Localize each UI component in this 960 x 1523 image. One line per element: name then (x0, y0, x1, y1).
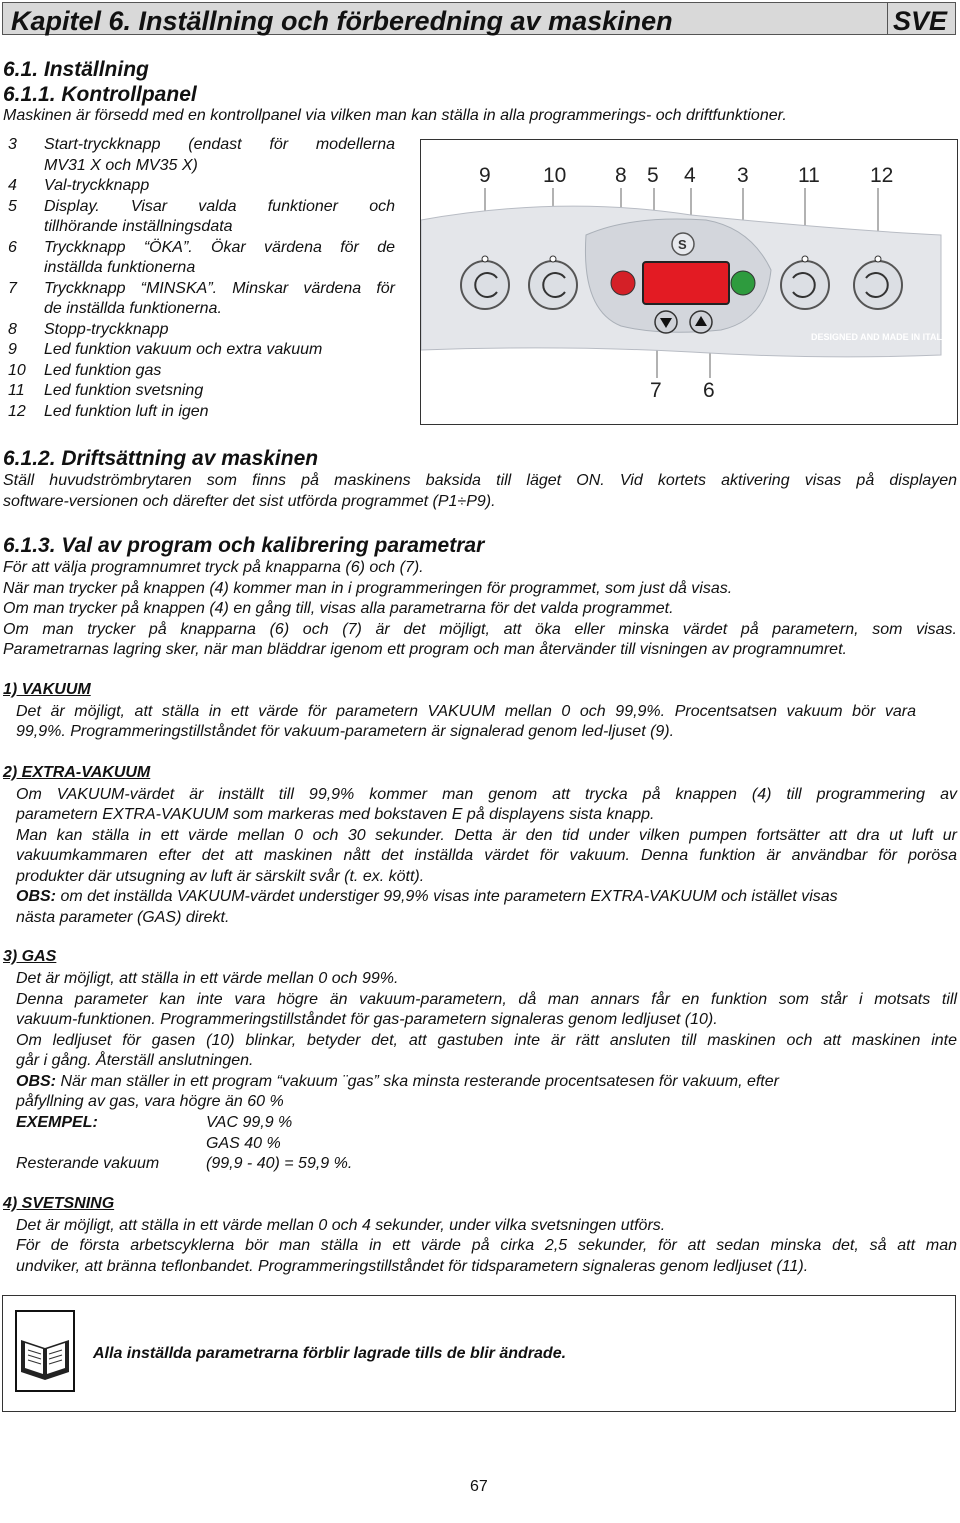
select-icon: S (678, 237, 687, 252)
program-text-line1: För att välja programnumret tryck på knapparna (6) och (7). (3, 559, 424, 576)
legend-number: 5 (8, 197, 17, 215)
label-9: 9 (479, 164, 491, 187)
control-panel-figure (420, 139, 958, 425)
stop-button[interactable] (611, 271, 635, 295)
residual-value: (99,9 - 40) = 59,9 %. (206, 1155, 353, 1172)
sealing-button[interactable] (781, 261, 829, 309)
display-screen (643, 262, 729, 304)
legend-number: 9 (8, 341, 17, 358)
start-button[interactable] (731, 271, 755, 295)
gas-line4: Om ledljuset för gasen (10) blinkar, betyder det, att gastuben inte är rätt ansluten till maskinen och att maskinen inte (16, 1032, 957, 1049)
led-10 (550, 256, 556, 262)
gas-heading: 3) GAS (3, 948, 57, 965)
program-text-line2: När man trycker på knappen (4) kommer man in i programmeringen för programmet, som just då visas. (3, 580, 733, 597)
extra-line1: Om VAKUUM-värdet är inställt till 99,9% kommer man genom att trycka på knappen (4) till programmering av (16, 786, 957, 803)
book-icon (15, 1310, 75, 1392)
label-3: 3 (737, 164, 749, 187)
led-11 (802, 256, 808, 262)
label-8: 8 (615, 164, 627, 187)
legend-text-cont: inställda funktionerna (44, 259, 196, 276)
chapter-title: Kapitel 6. Inställning och förberedning av maskinen (11, 6, 673, 36)
example-vac: VAC 99,9 % (206, 1114, 293, 1131)
label-7: 7 (650, 379, 662, 402)
extra-line6 (16, 887, 957, 908)
legend-text-cont: MV31 X och MV35 X) (44, 156, 198, 174)
residual-label: Resterande vakuum (16, 1155, 160, 1172)
page-number: 67 (470, 1478, 488, 1495)
intro-text: Maskinen är försedd med en kontrollpanel via vilken man kan ställa in alla programmerings- och driftfunktioner. (3, 107, 787, 124)
legend-text: Tryckknapp “MINSKA”. Minskar värdena för (44, 279, 395, 297)
legend-number: 12 (8, 402, 26, 420)
legend-number: 6 (8, 238, 17, 256)
label-4: 4 (684, 164, 696, 187)
label-6: 6 (703, 379, 715, 402)
program-text-line5: Parametrarnas lagring sker, när man bläddrar igenom ett program och man återvänder till visningen av programnumret. (3, 641, 847, 658)
legend-text: Led funktion luft in igen (44, 402, 209, 420)
legend-text: Start-tryckknapp (endast för modellerna (44, 136, 395, 153)
note-text: Alla inställda parametrarna förblir lagrade tills de blir ändrade. (93, 1345, 567, 1362)
extra-line4: vakuumkammaren efter det att maskinen nått det inställda värdet för vakuum. Denna funktion är användbar för porösa (16, 847, 957, 864)
gas-button[interactable] (529, 261, 577, 309)
startup-text-line2: software-versionen och därefter det sist utförda programmet (P1÷P9). (3, 493, 496, 510)
extra-obs-text: om det inställda VAKUUM-värdet understiger 99,9% visas inte parametern EXTRA-VAKUUM och istället visas (56, 888, 838, 905)
example-label: EXEMPEL: (16, 1114, 98, 1131)
vakuum-line2: 99,9%. Programmeringstillståndet för vakuum-parametern är signalerad genom led-ljuset (9). (16, 723, 675, 740)
legend-text: Stopp-tryckknapp (44, 320, 169, 338)
vacuum-button[interactable] (461, 261, 509, 309)
gas-line7: påfyllning av gas, vara högre än 60 % (16, 1093, 284, 1110)
extra-vakuum-heading: 2) EXTRA-VAKUUM (3, 764, 151, 781)
legend-number: 10 (8, 361, 26, 379)
svetsning-heading: 4) SVETSNING (3, 1195, 115, 1212)
legend-text: Led funktion vakuum och extra vakuum (44, 341, 323, 358)
legend-number: 11 (8, 382, 25, 399)
label-5: 5 (647, 164, 659, 187)
program-text-line3: Om man trycker på knappen (4) en gång till, visas alla parametrarna för det valda programmet. (3, 600, 674, 617)
legend-text-cont: de inställda funktionerna. (44, 300, 222, 317)
gas-obs-text: När man ställer in ett program “vakuum ¨gas” ska minsta resterande procentsatesen för vakuum, efter (56, 1073, 779, 1090)
legend-number: 4 (8, 177, 17, 194)
extra-line3: Man kan ställa in ett värde mellan 0 och 30 sekunder. Detta är den tid under vilken pumpen fortsätter att dra ut luft ur (16, 827, 957, 844)
svets-line2: För de första arbetscyklerna bör man ställa in ett värde på cirka 2,5 sekunder, för att sedan minska det, så att man (16, 1237, 957, 1254)
legend-number: 8 (8, 320, 17, 338)
legend-number: 7 (8, 279, 17, 297)
program-text-line4: Om man trycker på knapparna (6) och (7) är det möjligt, att öka eller minska värdet på parametern, som visas. (3, 621, 957, 638)
gas-line3: vakuum-funktionen. Programmeringstillståndet för gas-parametern signaleras genom ledljuset (10). (16, 1011, 718, 1028)
legend-text-cont: tillhörande inställningsdata (44, 218, 233, 235)
section-heading-6-1-3: 6.1.3. Val av program och kalibrering parametrar (3, 534, 485, 557)
control-panel-illustration (421, 140, 957, 424)
note-box (2, 1295, 956, 1412)
chapter-header (2, 2, 956, 35)
gas-line5: går i gång. Återställ anslutningen. (16, 1052, 254, 1069)
gas-obs-label: OBS: (16, 1073, 56, 1090)
header-divider (887, 3, 888, 34)
extra-line7: nästa parameter (GAS) direkt. (16, 909, 230, 926)
led-12 (875, 256, 881, 262)
vakuum-line1: Det är möjligt, att ställa in ett värde för parametern VAKUUM mellan 0 och 99,9%. Procentsatsen vakuum bör vara (16, 703, 916, 720)
example-gas: GAS 40 % (206, 1135, 281, 1152)
brand-text: DESIGNED AND MADE IN ITALY (811, 332, 948, 342)
language-label: SVE (892, 6, 947, 36)
legend-text: Val-tryckknapp (44, 177, 150, 194)
legend-text: Led funktion gas (44, 361, 162, 379)
gas-line6 (16, 1072, 957, 1093)
extra-obs-label: OBS: (16, 888, 56, 905)
label-12: 12 (870, 164, 894, 187)
section-heading-6-1-1: 6.1.1. Kontrollpanel (3, 83, 197, 106)
svets-line1: Det är möjligt, att ställa in ett värde mellan 0 och 4 sekunder, under vilka svetsningen utförs. (16, 1217, 666, 1234)
legend-number: 3 (8, 136, 17, 153)
gas-line2: Denna parameter kan inte vara högre än vakuum-parametern, då man annars får en funktion som står i motsats till (16, 991, 957, 1008)
gas-line1: Det är möjligt, att ställa in ett värde mellan 0 och 99%. (16, 970, 399, 987)
led-9 (482, 256, 488, 262)
air-button[interactable] (854, 261, 902, 309)
legend-text: Tryckknapp “ÖKA”. Ökar värdena för de (44, 238, 395, 256)
label-11: 11 (798, 164, 820, 187)
legend-text: Led funktion svetsning (44, 382, 204, 399)
section-heading-6-1: 6.1. Inställning (3, 58, 149, 81)
vakuum-heading: 1) VAKUUM (3, 681, 91, 698)
startup-text-line1: Ställ huvudströmbrytaren som finns på maskinens baksida till läget ON. Vid kortets aktivering visas på displayen (3, 472, 957, 489)
section-heading-6-1-2: 6.1.2. Driftsättning av maskinen (3, 447, 319, 470)
svets-line3: undviker, att bränna teflonbandet. Programmeringstillståndet för tidsparametern signaleras genom ledljuset (11). (16, 1258, 809, 1275)
extra-line2: parametern EXTRA-VAKUUM som markeras med bokstaven E på displayens sista knapp. (16, 806, 655, 823)
label-10: 10 (543, 164, 567, 187)
legend-text: Display. Visar valda funktioner och (44, 197, 395, 215)
extra-line5: produkter där utsugning av luft är särskilt svår (t. ex. kött). (16, 868, 425, 885)
